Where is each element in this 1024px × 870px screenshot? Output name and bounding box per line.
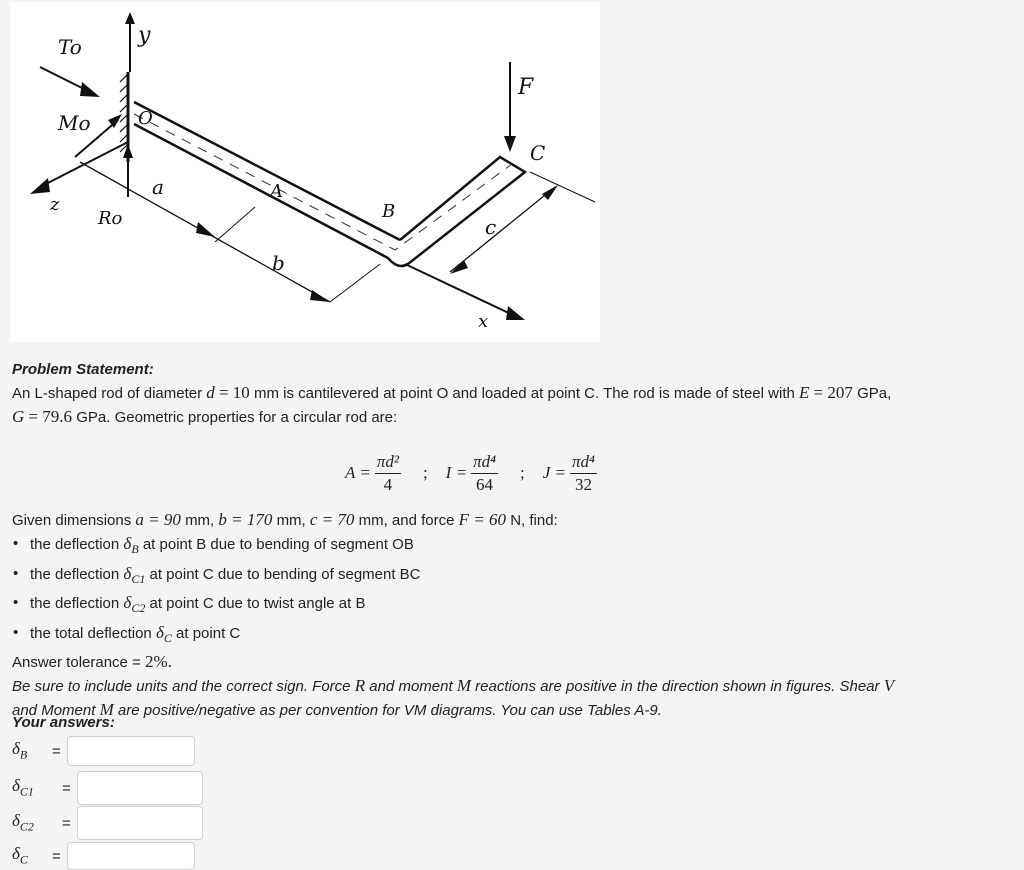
- geometry-formulas: A = $\frac{\text{πd²}}{4}$ ; I = $\frac{\text{πd⁴}}{64}$ ; J = $\frac{\text{πd⁴}}{32}$: [345, 451, 595, 494]
- problem-intro-2: G = 79.6 GPa. Geometric properties for a circular rod are:: [12, 407, 398, 426]
- problem-heading: Problem Statement:: [12, 361, 154, 378]
- inertia-fraction: $\frac{\text{πd⁴}}{64}$: [473, 451, 496, 494]
- label-r0: Ro: [98, 208, 123, 229]
- dim-ab-tick: [215, 207, 255, 242]
- polar-inertia-fraction: $\frac{\text{πd⁴}}{32}$: [572, 451, 595, 494]
- dim-c-tick: [530, 172, 595, 202]
- answer-row-delta-c1: $\delta_{C1}$ =: [12, 771, 203, 805]
- label-z: z: [50, 194, 60, 215]
- label-b-point: B: [382, 201, 396, 222]
- task-item: • the total deflection $\delta_C$ at point C: [12, 621, 1012, 651]
- sign-convention-note: Be sure to include units and the correct sign. Force R and moment M reactions are positive in the direction shown in figures. Shear V and Moment M are positive/negative as per convention for VM diagrams. You can use Tables A-9.: [12, 676, 895, 719]
- task-list: [12, 532, 1012, 650]
- task-item: • the deflection $\delta_{C2}$ at point C due to twist angle at B: [12, 591, 1012, 621]
- l-rod-diagram: [10, 2, 600, 342]
- delta-b-input[interactable]: [67, 736, 195, 766]
- answer-row-delta-c2: $\delta_{C2}$ =: [12, 806, 203, 840]
- rod-bc-edges: [388, 157, 525, 266]
- label-o: O: [138, 108, 153, 129]
- answer-row-delta-c: $\delta_C$ =: [12, 842, 195, 870]
- x-axis-arrow: [506, 306, 525, 320]
- delta-c2-input[interactable]: [77, 806, 203, 840]
- dim-c-arrow-low: [450, 260, 468, 274]
- answer-tolerance: Answer tolerance = 2%.: [12, 652, 172, 671]
- y-axis-arrow: [125, 12, 135, 24]
- rod-ob-top-edge: [134, 102, 400, 240]
- reaction-r0-arrow: [123, 144, 133, 158]
- label-c-point: C: [530, 141, 546, 165]
- delta-c1-input[interactable]: [77, 771, 203, 805]
- label-b: b: [272, 251, 285, 275]
- given-section: [12, 508, 1012, 722]
- label-a: a: [152, 175, 164, 199]
- answers-heading: Your answers:: [12, 714, 115, 731]
- label-x: x: [478, 311, 489, 332]
- answer-row-delta-b: $\delta_B$ =: [12, 736, 195, 766]
- label-c-dim: c: [485, 215, 497, 239]
- label-a-point: A: [270, 181, 283, 202]
- dim-b-arrow: [310, 290, 330, 302]
- rod-figure: [10, 2, 600, 342]
- label-t0: To: [58, 35, 82, 59]
- dim-a-arrow: [196, 222, 215, 237]
- rod-centerline: [134, 114, 512, 250]
- task-item: • the deflection $\delta_{C1}$ at point C due to bending of segment BC: [12, 562, 1012, 592]
- problem-intro: An L-shaped rod of diameter d = 10 mm is cantilevered at point O and loaded at point C. The rod is made of steel with E = 207 GPa,: [12, 383, 892, 402]
- label-m0: Mo: [58, 111, 91, 135]
- label-y: y: [138, 23, 151, 48]
- dim-c-arrow-high: [542, 185, 558, 200]
- label-f: F: [518, 75, 534, 100]
- delta-c-input[interactable]: [67, 842, 195, 870]
- dimension-c-line: [450, 187, 555, 272]
- task-item: • the deflection $\delta_B$ at point B due to bending of segment OB: [12, 532, 1012, 562]
- z-axis-arrow: [30, 178, 50, 194]
- dim-b-tick: [330, 264, 380, 302]
- problem-content: [12, 358, 1012, 429]
- x-axis: [405, 264, 515, 316]
- torque-t0-arrow: [80, 82, 100, 97]
- force-f-arrow: [504, 136, 516, 152]
- rod-ob-bottom-edge: [134, 124, 388, 258]
- area-fraction: $\frac{\text{πd²}}{4}$: [376, 451, 399, 494]
- given-dimensions: Given dimensions a = 90 mm, b = 170 mm, c = 70 mm, and force F = 60 N, find:: [12, 510, 558, 529]
